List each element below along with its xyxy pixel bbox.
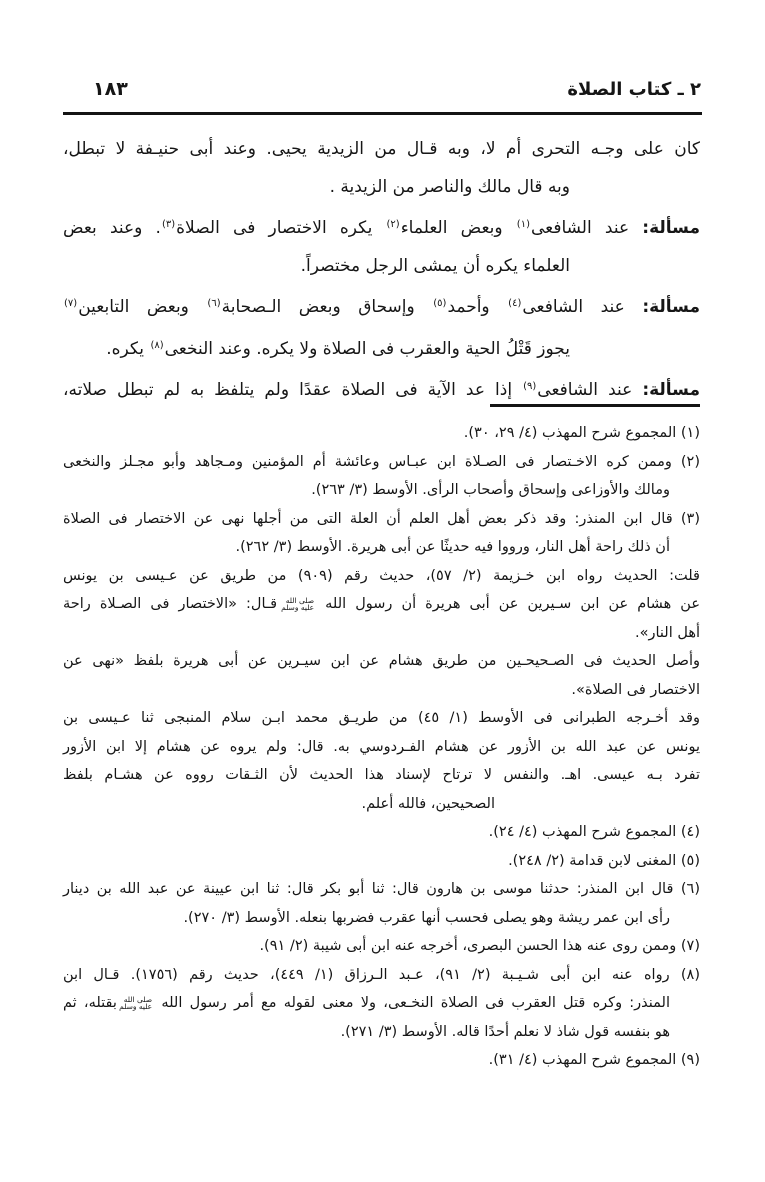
issue-label: مسألة: — [642, 297, 701, 317]
footnote-line — [63, 590, 700, 619]
issue-label: مسألة: — [642, 218, 700, 238]
body-line — [63, 169, 700, 207]
footnote-marker: (١) — [516, 219, 530, 230]
text-run: أهل النار». — [635, 624, 700, 641]
footnote-line — [63, 989, 700, 1018]
text-run: (٩) المجموع شرح المهذب (٤/ ٣١). — [488, 1052, 700, 1068]
text-run: عند الشافعى — [530, 218, 643, 238]
text-run: رأى ابن عمر ريشة وهو يصلى فحسب أنها عقرب فضربها بنعله. الأوسط (٣/ ٢٧٠). — [183, 909, 670, 926]
text-run: (٨) رواه عنه ابن أبى شـيـبة (٢/ ٩١)، عـبد الـرزاق (١/ ٤٤٩)، حديث رقم (١٧٥٦). قـال ابن — [63, 966, 700, 983]
text-run: بقتله، ثم — [63, 995, 125, 1011]
text-run: (٣) قال ابن المنذر: وقد ذكر بعض أهل العلم أن العلة التى من أجلها نهى عن الاختصار فى الصلاة — [63, 510, 700, 527]
text-run: يكره. — [106, 338, 150, 359]
footnote-marker: (٦) — [207, 298, 221, 309]
footnote-line — [63, 419, 700, 448]
footnote-line — [63, 761, 700, 790]
footnote-line — [63, 818, 700, 847]
text-run: ومالك والأوزاعى وإسحاق وأصحاب الرأى. الأوسط (٣/ ٢٦٣). — [311, 482, 670, 498]
text-run: العلماء يكره أن يمشى الرجل مختصراً. — [300, 255, 570, 276]
footnote-marker: (٧) — [64, 298, 78, 309]
text-run: إذا عد الآية فى الصلاة عقدًا ولم يتلفظ به لم تبطل صلاته، — [63, 380, 523, 400]
text-run: قـال: «الاختصار فى الصـلاة راحة — [63, 596, 287, 612]
text-run: يكره الاختصار فى الصلاة — [176, 218, 386, 238]
text-run: وأصل الحديث فى الصـحيحـين من طريق هشام عن ابن سيـرين عن أبى هريرة بلفظ «نهى عن — [63, 653, 700, 669]
footnotes — [63, 419, 700, 1075]
chapter-title: ٢ ـ كتاب الصلاة — [567, 79, 701, 100]
footnote-line — [63, 704, 700, 733]
text-run: أن ذلك راحة أهل النار، ورووا فيه حديثًا عن أبى هريرة. الأوسط (٣/ ٢٦٢). — [235, 539, 670, 555]
footnote-line — [63, 932, 700, 961]
footnote-line — [63, 1018, 700, 1047]
footnote-line — [63, 533, 700, 562]
text-run: وأحمد — [447, 297, 508, 317]
body-line — [63, 206, 700, 248]
text-run: وقد أخـرجه الطبرانى فى الأوسط (١/ ٤٥) من طريـق محمد ابـن سلام المنبجى ثنا عـيسى بن — [63, 710, 700, 726]
text-run: (٦) قال ابن المنذر: حدثنا موسى بن هارون قال: ثنا أبو بكر قال: ثنا ابن عيينة عن عبد الله بن دينار — [63, 881, 700, 897]
body-text — [63, 131, 700, 410]
footnote-line — [63, 562, 700, 591]
footnote-separator — [490, 404, 700, 407]
footnote-marker: (٨) — [150, 339, 164, 351]
text-run: يجوز قَتْلُ الحية والعقرب فى الصلاة ولا يكره. وعند النخعى — [164, 338, 570, 359]
footnote-line — [63, 676, 700, 705]
text-run: وإسحاق وبعض الـصحابة — [221, 297, 433, 317]
text-run: الاختصار فى الصلاة». — [571, 681, 700, 698]
footnote-line — [63, 790, 700, 819]
text-run: تفرد بـه عيسى. اهـ. والنفس لا ترتاح لإسناد هذا الحديث لأن الثـقات رووه عن هشـام بلفظ — [63, 767, 700, 783]
text-run: الصحيحين، فالله أعلم. — [361, 795, 495, 812]
text-run: قلت: الحديث رواه ابن خـزيمة (٢/ ٥٧)، حديث رقم (٩٠٩) من طريق عن عـيسى بن يونس — [63, 567, 700, 584]
text-run: . وعند بعض — [63, 218, 161, 238]
footnote-line — [63, 1046, 700, 1075]
text-run: (٤) المجموع شرح المهذب (٤/ ٢٤). — [488, 824, 700, 840]
footnote-line — [63, 847, 700, 876]
text-run: كان على وجـه التحرى أم لا، وبه قـال من الزيدية يحيى. وعند أبى حنيـفة لا تبطل، — [63, 139, 700, 159]
footnote-marker: (٤) — [508, 298, 522, 309]
issue-label: مسألة: — [642, 380, 701, 400]
text-run: (١) المجموع شرح المهذب (٤/ ٢٩، ٣٠). — [463, 425, 700, 441]
footnote-marker: (٥) — [433, 298, 447, 309]
footnote-line — [63, 647, 700, 676]
page-header — [63, 78, 701, 100]
footnote-marker: (٩) — [523, 381, 537, 392]
text-run: (٢) وممن كره الاخـتصار فى الصـلاة ابن عبـاس وعائشة أم المؤمنين ومـجاهد وأبو مجـلز والنخعى — [63, 453, 700, 470]
text-run: وبعض التابعين — [78, 297, 207, 317]
footnote-line — [63, 904, 700, 933]
text-run: هو بنفسه قول شاذ لا نعلم أحدًا قاله. الأوسط (٣/ ٢٧١). — [340, 1023, 670, 1040]
footnote-marker: (٢) — [386, 219, 400, 230]
footnote-line — [63, 448, 700, 477]
prophet-honorific-seal: صلى الله عليه وسلم — [119, 994, 153, 1011]
footnote-marker: (٣) — [161, 219, 176, 230]
text-run: وبه قال مالك والناصر من الزيدية . — [329, 176, 570, 197]
text-run: (٥) المغنى لابن قدامة (٢/ ٢٤٨). — [508, 852, 700, 869]
footnote-line — [63, 733, 700, 762]
text-run: (٧) وممن روى عنه هذا الحسن البصرى، أخرجه عنه ابن أبى شيبة (٢/ ٩١). — [259, 938, 700, 954]
body-line — [63, 248, 700, 286]
body-line — [63, 327, 700, 369]
body-line — [63, 285, 700, 327]
text-run: المنذر: وكره قتل العقرب فى الصلاة النخـعى، ولا معنى لقوله مع أمر رسول الله — [154, 995, 670, 1011]
footnote-line — [63, 875, 700, 904]
text-run: عند الشافعى — [522, 297, 643, 317]
page-number: ١٨٣ — [93, 78, 128, 100]
footnote-line — [63, 476, 700, 505]
header-rule — [63, 112, 702, 115]
body-line — [63, 131, 700, 169]
prophet-honorific-seal: صلى الله عليه وسلم — [281, 595, 315, 612]
footnote-line — [63, 961, 700, 990]
text-run: عند الشافعى — [537, 380, 643, 400]
text-run: وبعض العلماء — [400, 218, 516, 238]
text-run: عن هشام عن ابن سـيرين عن أبى هريرة أن رسول الله — [316, 596, 700, 612]
text-run: يونس عن عبد الله بن الأزور عن هشام الفـردوسي به. قال: ولم يروه عن هشام إلا ابن الأزور — [63, 738, 700, 755]
footnote-line — [63, 505, 700, 534]
footnote-line — [63, 619, 700, 648]
